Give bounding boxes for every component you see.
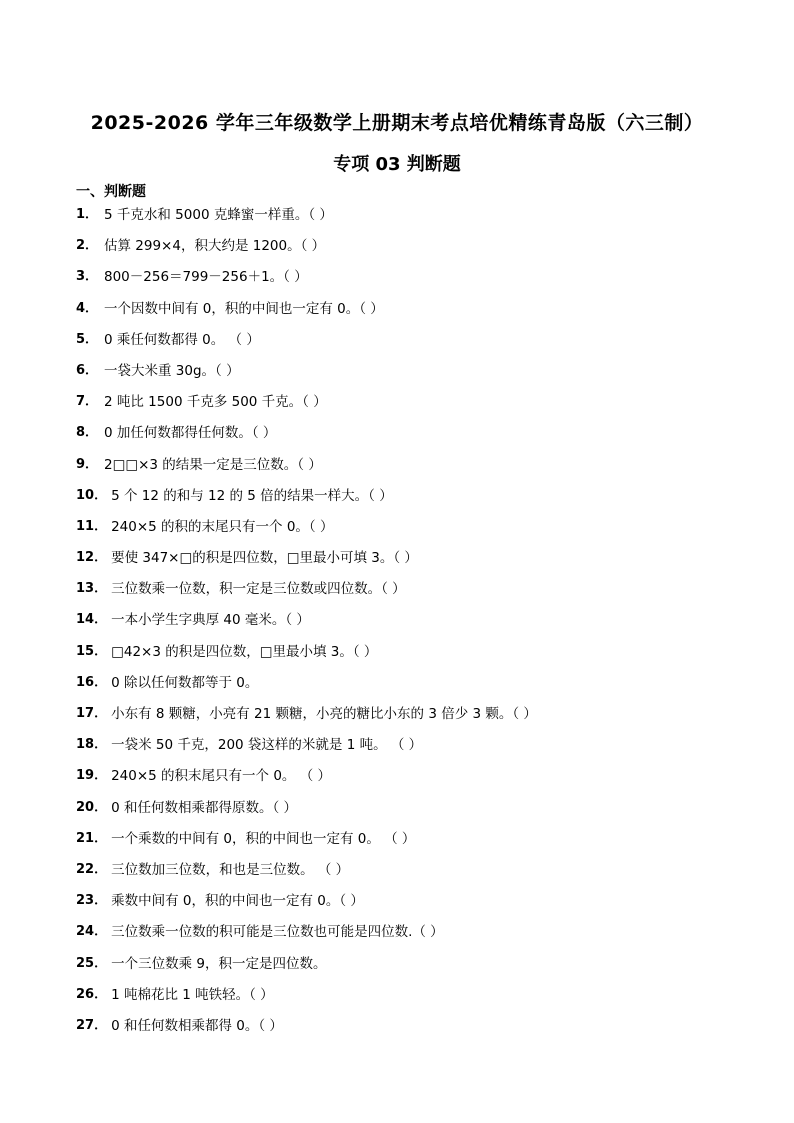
question-item (76, 1014, 756, 1045)
question-item (76, 203, 756, 234)
question-number: 17． (76, 706, 108, 721)
question-number: 5． (76, 331, 99, 347)
question-number: 1． (76, 207, 99, 222)
question-text: 0 和任何数相乘都得原数。（ ） (111, 799, 298, 816)
question-item (76, 297, 756, 328)
question-number: 10． (76, 487, 108, 503)
question-item (76, 265, 756, 296)
question-text: 2□□×3 的结果一定是三位数。（ ） (104, 456, 322, 473)
question-text: 一个三位数乘 9，积一定是四位数。 (111, 955, 327, 972)
question-text: 一袋大米重 30g。（ ） (104, 362, 240, 379)
question-text: 一本小学生字典厚 40 毫米。（ ） (111, 612, 310, 629)
question-number: 15． (76, 643, 108, 659)
question-number: 12． (76, 550, 108, 566)
question-text: 5 千克水和 5000 克蜂蜜一样重。（ ） (104, 207, 333, 223)
question-text: 估算 299×4，积大约是 1200。（ ） (104, 238, 326, 255)
question-number: 19． (76, 768, 108, 784)
question-item (76, 889, 756, 920)
question-item (76, 546, 756, 577)
question-number: 7． (76, 394, 99, 410)
question-item (76, 515, 756, 546)
question-number: 20． (76, 799, 108, 815)
question-item (76, 920, 756, 951)
question-number: 2． (76, 238, 99, 254)
question-item (76, 733, 756, 764)
question-number: 16． (76, 674, 108, 690)
question-text: 240×5 的积末尾只有一个 0。 （ ） (111, 768, 332, 785)
section-heading: 一、判断题 (76, 184, 146, 200)
question-item (76, 359, 756, 390)
question-item (76, 484, 756, 515)
question-number: 4． (76, 300, 99, 316)
question-number: 9． (76, 456, 99, 472)
question-number: 26． (76, 986, 108, 1002)
question-number: 11． (76, 518, 108, 534)
question-item (76, 983, 756, 1014)
question-item (76, 577, 756, 608)
question-text: 要使 347×□的积是四位数，□里最小可填 3。（ ） (111, 550, 418, 567)
question-text: 0 加任何数都得任何数。（ ） (104, 425, 277, 442)
question-item (76, 328, 756, 359)
question-text: 三位数乘一位数的积可能是三位数也可能是四位数.（ ） (111, 924, 444, 941)
question-item (76, 858, 756, 889)
question-item (76, 640, 756, 671)
question-item (76, 453, 756, 484)
question-item (76, 952, 756, 983)
question-text: 5 个 12 的和与 12 的 5 倍的结果一样大。（ ） (111, 487, 393, 504)
question-text: 0 和任何数相乘都得 0。（ ） (111, 1017, 283, 1034)
question-number: 13． (76, 581, 108, 597)
question-text: 2 吨比 1500 千克多 500 千克。（ ） (104, 394, 327, 411)
question-text: 乘数中间有 0，积的中间也一定有 0。（ ） (111, 893, 364, 910)
document-subtitle: 专项 03 判断题 (333, 154, 461, 175)
question-number: 22． (76, 861, 108, 877)
question-text: 0 除以任何数都等于 0。 (111, 674, 259, 691)
question-text: 小东有 8 颗糖，小亮有 21 颗糖，小亮的糖比小东的 3 倍少 3 颗。（ ） (111, 706, 537, 722)
question-number: 8． (76, 425, 99, 441)
question-number: 14． (76, 612, 108, 628)
question-item (76, 234, 756, 265)
question-number: 6． (76, 362, 99, 378)
question-item (76, 796, 756, 827)
question-text: 0 乘任何数都得 0。 （ ） (104, 331, 260, 348)
question-number: 24． (76, 924, 108, 940)
question-text: 一袋米 50 千克，200 袋这样的米就是 1 吨。 （ ） (111, 737, 423, 754)
question-number: 25． (76, 955, 108, 971)
question-item (76, 702, 756, 733)
question-item (76, 421, 756, 452)
question-item (76, 827, 756, 858)
question-text: 1 吨棉花比 1 吨铁轻。（ ） (111, 986, 274, 1003)
question-text: 240×5 的积的末尾只有一个 0。（ ） (111, 518, 334, 535)
question-item (76, 390, 756, 421)
question-text: 三位数乘一位数，积一定是三位数或四位数。（ ） (111, 581, 406, 598)
question-text: 一个乘数的中间有 0，积的中间也一定有 0。 （ ） (111, 830, 416, 847)
question-number: 18． (76, 737, 108, 753)
question-text: 800－256＝799－256＋1。（ ） (104, 269, 308, 286)
question-item (76, 671, 756, 702)
question-number: 21． (76, 830, 108, 846)
question-text: □42×3 的积是四位数，□里最小填 3。（ ） (111, 643, 378, 660)
question-number: 3． (76, 269, 99, 285)
question-item (76, 764, 756, 795)
question-text: 一个因数中间有 0，积的中间也一定有 0。（ ） (104, 300, 384, 317)
question-text: 三位数加三位数，和也是三位数。 （ ） (111, 861, 350, 878)
question-number: 27． (76, 1017, 108, 1033)
question-number: 23． (76, 893, 108, 909)
question-item (76, 608, 756, 639)
question-list (76, 203, 756, 1045)
document-title: 2025-2026 学年三年级数学上册期末考点培优精练青岛版（六三制） (90, 112, 704, 134)
